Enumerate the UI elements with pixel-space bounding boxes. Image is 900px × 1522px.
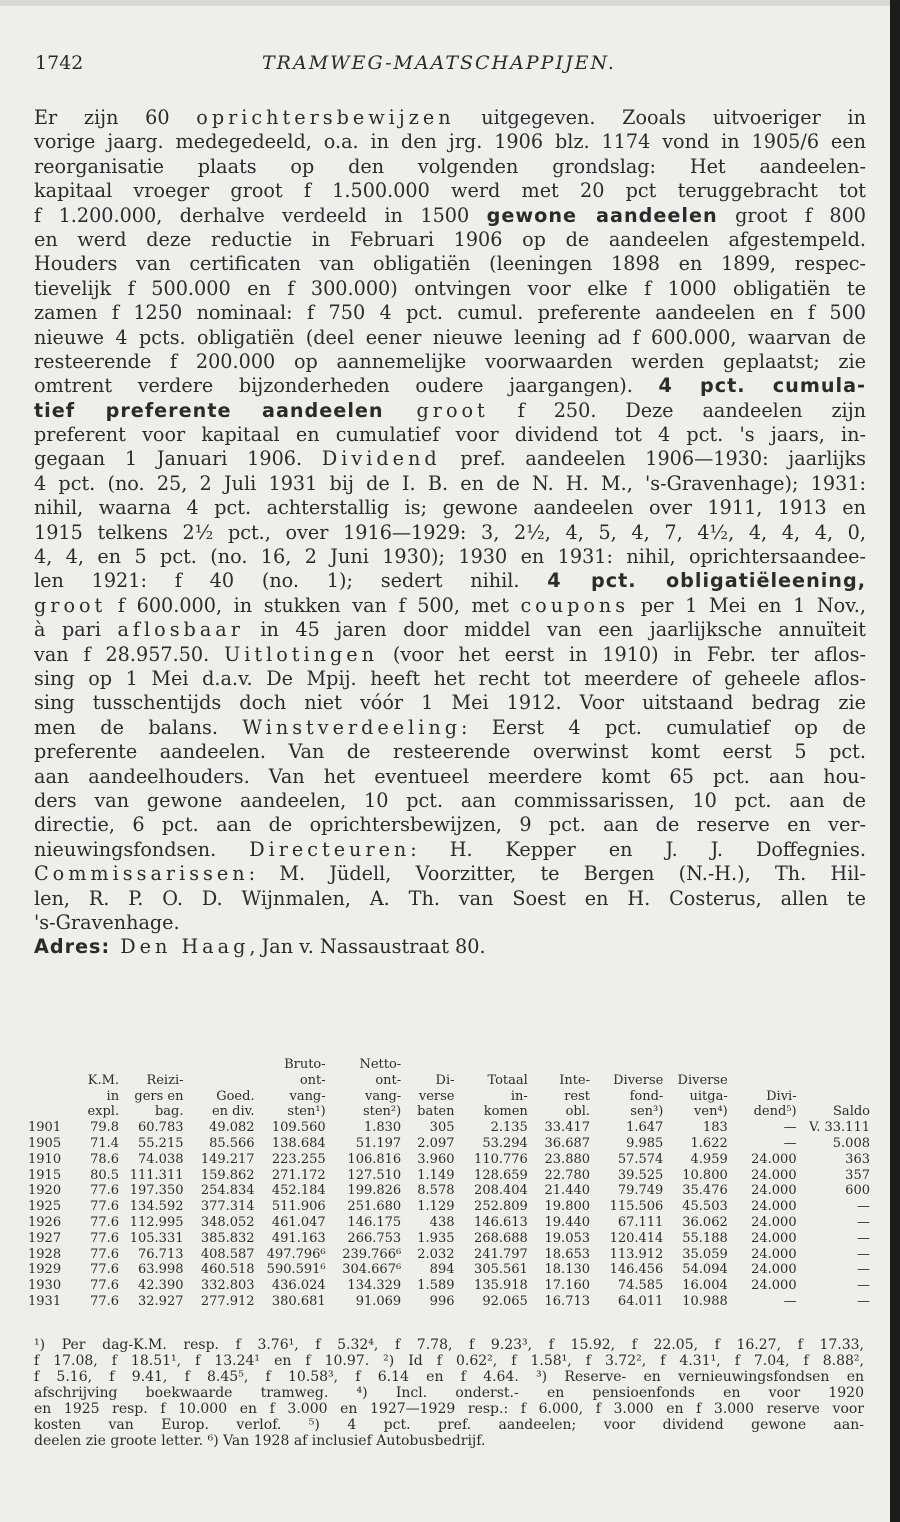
- table-cell: 106.816: [347, 1151, 402, 1167]
- table-cell: 357: [845, 1167, 870, 1183]
- text-line: [34, 106, 866, 130]
- text-segment: preferent voor kapitaal en cumulatief voor dividend tot 4 pct. 's jaars, in-: [34, 423, 866, 447]
- text-line: [34, 472, 866, 496]
- table-cell: 590.591⁶: [266, 1262, 326, 1278]
- text-line: [34, 252, 866, 276]
- footnote-line: deelen zie groote letter. ⁶) Van 1928 af inclusief Autobusbedrijf.: [34, 1433, 486, 1449]
- footnote-line: en 1925 resp. f 10.000 en f 3.000 en 1927—1929 resp.: f 6.000, f 3.000 en f 3.000 reserve voor: [34, 1401, 864, 1417]
- table-cell: 111.311: [129, 1167, 184, 1183]
- text-segment: 's-Gravenhage.: [34, 910, 180, 934]
- text-line: [34, 374, 866, 398]
- year-cell: 1930: [28, 1278, 62, 1294]
- table-cell: —: [857, 1246, 870, 1262]
- text-segment: , Jan v. Nassaustraat 80.: [249, 935, 486, 959]
- spaced-emphasis-text: Dividend: [321, 447, 441, 471]
- table-cell: 304.667⁶: [342, 1262, 402, 1278]
- spaced-emphasis-text: groot: [34, 593, 107, 617]
- text-segment: men de balans.: [34, 715, 243, 739]
- text-line: [34, 228, 866, 252]
- text-line: [34, 862, 866, 886]
- text-segment: preferente aandeelen. Van de resteerende overwinst komt eerst 5 pct.: [34, 740, 866, 764]
- table-cell: 24.000: [751, 1183, 797, 1199]
- table-cell: 252.809: [474, 1199, 528, 1215]
- table-cell: 77.6: [90, 1262, 120, 1278]
- text-segment: Er zijn 60: [34, 106, 197, 129]
- table-cell: 1.830: [363, 1120, 402, 1136]
- text-segment: vorige jaarg. medegedeeld, o.a. in den jrg. 1906 blz. 1174 vond in 1905/6 een: [34, 130, 866, 154]
- text-line: [34, 277, 866, 301]
- table-cell: 91.069: [355, 1293, 402, 1309]
- table-cell: 332.803: [200, 1278, 255, 1294]
- table-cell: 67.111: [617, 1214, 664, 1230]
- table-cell: 197.350: [129, 1183, 184, 1199]
- table-cell: 113.912: [609, 1246, 664, 1262]
- table-cell: 497.796⁶: [266, 1246, 326, 1262]
- text-segment: uitgegeven. Zooals uitvoeriger in: [454, 106, 866, 129]
- footnote-line: kosten van Europ. verlof. ⁵) 4 pct. pref. aandeelen; voor dividend gewone aan-: [34, 1417, 864, 1433]
- table-cell: 600: [845, 1183, 870, 1199]
- table-cell: 76.713: [138, 1246, 184, 1262]
- table-cell: 2.135: [490, 1120, 528, 1136]
- table-cell: 134.329: [347, 1278, 402, 1294]
- text-segment: per 1 Mei en 1 Nov.,: [629, 593, 866, 617]
- table-cell: 16.004: [682, 1278, 728, 1294]
- table-header-row: [28, 1057, 870, 1120]
- table-cell: 19.053: [544, 1230, 591, 1246]
- table-cell: 53.294: [482, 1135, 528, 1151]
- page-top-edge: [0, 0, 900, 6]
- text-line: [34, 301, 866, 325]
- text-segment: Houders van certificaten van obligatiën (leeningen 1898 en 1899, respec-: [34, 252, 866, 276]
- table-cell: 305.561: [474, 1262, 528, 1278]
- text-line: [34, 667, 866, 691]
- table-cell: 18.130: [544, 1262, 591, 1278]
- table-cell: 134.592: [129, 1199, 184, 1215]
- table-cell: 105.331: [129, 1230, 184, 1246]
- table-cell: 2.097: [417, 1135, 455, 1151]
- table-cell: 1.589: [417, 1278, 455, 1294]
- table-cell: 4.959: [690, 1151, 728, 1167]
- table-cell: 35.476: [682, 1183, 728, 1199]
- table-cell: 208.404: [474, 1183, 528, 1199]
- table-cell: 149.217: [200, 1151, 255, 1167]
- footnote-line: afschrijving boekwaarde tramweg. ⁴) Incl. onderst.- en pensioenfonds en voor 1920: [34, 1385, 864, 1401]
- year-cell: 1910: [28, 1151, 62, 1167]
- column-header: Reizi- gers en bag.: [134, 1072, 184, 1120]
- spaced-emphasis-text: Commissarissen: [34, 862, 249, 886]
- text-segment: reorganisatie plaats op den volgenden grondslag: Het aandeelen-: [34, 154, 866, 178]
- table-cell: 159.862: [200, 1167, 255, 1183]
- year-cell: 1901: [28, 1120, 62, 1136]
- table-cell: 138.684: [271, 1135, 326, 1151]
- table-cell: 64.011: [617, 1293, 664, 1309]
- table-cell: 348.052: [200, 1214, 255, 1230]
- spaced-emphasis-text: Winstverdeeling: [242, 715, 462, 739]
- table-cell: 268.688: [474, 1230, 528, 1246]
- table-cell: 120.414: [609, 1230, 664, 1246]
- year-cell: 1926: [28, 1214, 62, 1230]
- column-header: Inte- rest obl.: [559, 1072, 591, 1120]
- table-cell: 436.024: [271, 1278, 326, 1294]
- table-cell: 18.653: [544, 1246, 591, 1262]
- text-segment: ders van gewone aandeelen, 10 pct. aan commissarissen, 10 pct. aan de: [34, 788, 866, 812]
- table-cell: 24.000: [751, 1278, 797, 1294]
- table-cell: 491.163: [271, 1230, 326, 1246]
- text-segment: sing tusschentijds doch niet vóór 1 Mei 1912. Voor uitstaand bedrag zie: [34, 691, 866, 715]
- table-cell: 1.149: [417, 1167, 455, 1183]
- text-segment: f 600.000, in stukken van f 500, met: [106, 593, 521, 617]
- table-cell: 54.094: [682, 1262, 728, 1278]
- table-cell: 3.960: [417, 1151, 455, 1167]
- year-cell: 1927: [28, 1230, 62, 1246]
- table-cell: 42.390: [138, 1278, 184, 1294]
- table-cell: 146.613: [474, 1214, 528, 1230]
- table-cell: 77.6: [90, 1214, 120, 1230]
- table-cell: 45.503: [682, 1199, 728, 1215]
- bold-heading-text: tief preferente aandeelen: [34, 398, 384, 422]
- table-cell: 146.456: [609, 1262, 664, 1278]
- table-cell: 85.566: [209, 1135, 255, 1151]
- year-cell: 1905: [28, 1135, 62, 1151]
- footnotes: [34, 1337, 864, 1449]
- table-cell: 251.680: [347, 1199, 402, 1215]
- text-segment: (voor het eerst in 1910) in Febr. ter aflos-: [378, 642, 866, 666]
- table-cell: 10.988: [682, 1293, 728, 1309]
- table-cell: 80.5: [90, 1167, 120, 1183]
- table-cell: 23.880: [544, 1151, 591, 1167]
- text-line: [34, 716, 866, 740]
- text-segment: en werd deze reductie in Februari 1906 op de aandeelen afgestempeld.: [34, 227, 866, 251]
- table-cell: —: [857, 1230, 870, 1246]
- text-line: [34, 521, 866, 545]
- column-header: Totaal in- komen: [483, 1072, 528, 1120]
- table-row: [28, 1120, 870, 1136]
- text-line: [34, 350, 866, 374]
- text-segment: : Eerst 4 pct. cumulatief op de: [461, 715, 866, 739]
- table-cell: 110.776: [474, 1151, 528, 1167]
- table-cell: 32.927: [138, 1293, 184, 1309]
- table-cell: 1.622: [690, 1135, 728, 1151]
- column-header: Diverse fond- sen³): [613, 1072, 664, 1120]
- table-cell: V. 33.111: [809, 1120, 870, 1136]
- table-row: [28, 1278, 870, 1294]
- table-cell: 77.6: [90, 1199, 120, 1215]
- table-cell: 24.000: [751, 1167, 797, 1183]
- text-line: [34, 447, 866, 471]
- year-cell: 1920: [28, 1183, 62, 1199]
- table-cell: 77.6: [90, 1246, 120, 1262]
- book-spine-edge: [890, 0, 900, 1522]
- text-segment: len, R. P. O. D. Wijnmalen, A. Th. van Soest en H. Costerus, allen te: [34, 886, 866, 910]
- column-header: K.M. in expl.: [87, 1072, 120, 1120]
- year-cell: 1925: [28, 1199, 62, 1215]
- text-segment: nieuwe 4 pcts. obligatiën (deel eener nieuwe leening ad f 600.000, waarvan de: [34, 325, 866, 349]
- text-line: [34, 130, 866, 154]
- table-cell: 241.797: [474, 1246, 528, 1262]
- text-line: [34, 765, 866, 789]
- table-cell: 60.783: [138, 1120, 184, 1136]
- column-header: Diverse uitga- ven⁴): [677, 1072, 728, 1120]
- table-cell: —: [783, 1293, 797, 1309]
- year-cell: 1928: [28, 1246, 62, 1262]
- text-line: [34, 643, 866, 667]
- table-cell: 21.440: [544, 1183, 591, 1199]
- text-segment: 4, 4, en 5 pct. (no. 16, 2 Juni 1930); 1930 en 1931: nihil, oprichtersaandee-: [34, 545, 866, 569]
- table-cell: 10.800: [682, 1167, 728, 1183]
- spaced-emphasis-text: Directeuren: [249, 837, 411, 861]
- text-segment: van f 28.957.50.: [34, 642, 225, 666]
- table-cell: 461.047: [271, 1214, 326, 1230]
- text-segment: groot f 800: [717, 203, 866, 227]
- text-segment: nihil, waarna 4 pct. achterstallig is; gewone aandeelen over 1911, 1913 en: [34, 496, 866, 520]
- text-segment: aan aandeelhouders. Van het eventueel meerdere komt 65 pct. aan hou-: [34, 764, 866, 788]
- text-segment: nieuwingsfondsen.: [34, 837, 250, 861]
- column-header: Bruto- ont- vang- sten¹): [284, 1057, 326, 1120]
- text-line: [34, 399, 866, 423]
- footnote-line: f 17.08, f 18.51¹, f 13.24¹ en f 10.97. ²) Id f 0.62², f 1.58¹, f 3.72², f 4.31¹, f 7.04, f 8.88²,: [34, 1353, 864, 1369]
- table-cell: 894: [429, 1262, 455, 1278]
- text-segment: f 250. Deze aandeelen zijn: [488, 398, 866, 422]
- table-cell: 55.215: [138, 1135, 184, 1151]
- table-cell: 277.912: [200, 1293, 255, 1309]
- text-segment: 4 pct. (no. 25, 2 Juli 1931 bij de I. B. en de N. H. M., 's-Gravenhage); 1931:: [34, 471, 866, 495]
- table-cell: 127.510: [347, 1167, 402, 1183]
- table-cell: 36.062: [682, 1214, 728, 1230]
- table-row: [28, 1199, 870, 1215]
- table-cell: 24.000: [751, 1230, 797, 1246]
- table-cell: 239.766⁶: [342, 1246, 402, 1262]
- table-cell: 63.998: [138, 1262, 184, 1278]
- table-row: [28, 1294, 870, 1310]
- table-row: [28, 1247, 870, 1263]
- table-cell: 996: [429, 1293, 455, 1309]
- table-cell: —: [857, 1199, 870, 1215]
- table-cell: 78.6: [90, 1151, 120, 1167]
- text-segment: zamen f 1250 nominaal: f 750 4 pct. cumul. preferente aandeelen en f 500: [34, 301, 866, 325]
- text-segment: len 1921: f 40 (no. 1); sedert nihil.: [34, 569, 548, 593]
- text-line: [34, 545, 866, 569]
- text-line: [34, 691, 866, 715]
- table-cell: 77.6: [90, 1278, 120, 1294]
- text-segment: directie, 6 pct. aan de oprichtersbewijzen, 9 pct. aan de reserve en ver-: [34, 813, 866, 837]
- bold-heading-text: gewone aandeelen: [486, 203, 718, 227]
- table-cell: —: [857, 1214, 870, 1230]
- table-cell: 460.518: [200, 1262, 255, 1278]
- table-cell: 55.188: [682, 1230, 728, 1246]
- table-cell: 49.082: [209, 1120, 255, 1136]
- table-cell: 24.000: [751, 1246, 797, 1262]
- text-line: [34, 423, 866, 447]
- table-cell: 363: [845, 1151, 870, 1167]
- text-segment: : H. Kepper en J. J. Doffegnies.: [410, 837, 866, 861]
- table-cell: 1.935: [417, 1230, 455, 1246]
- table-cell: 115.506: [609, 1199, 664, 1215]
- text-line: [34, 569, 866, 593]
- table-cell: 5.008: [832, 1135, 870, 1151]
- table-cell: 77.6: [90, 1230, 120, 1246]
- table-row: [28, 1262, 870, 1278]
- table-cell: 57.574: [617, 1151, 664, 1167]
- table-cell: —: [857, 1262, 870, 1278]
- table-cell: 380.681: [271, 1293, 326, 1309]
- text-segment: pref. aandeelen 1906—1930: jaarlijks: [440, 447, 866, 471]
- footnote-line: f 5.16, f 9.41, f 8.45⁵, f 10.58³, f 6.14 en f 4.64. ³) Reserve- en vernieuwingsfondsen en: [34, 1369, 864, 1385]
- spaced-emphasis-text: aflosbaar: [117, 618, 244, 642]
- table-cell: 16.713: [544, 1293, 591, 1309]
- table-cell: 128.659: [474, 1167, 528, 1183]
- text-segment: sing op 1 Mei d.a.v. De Mpij. heeft het recht tot meerdere of geheele aflos-: [34, 666, 866, 690]
- table-cell: 8.578: [417, 1183, 455, 1199]
- table-cell: 266.753: [347, 1230, 402, 1246]
- table-cell: 9.985: [626, 1135, 664, 1151]
- text-segment: à pari: [34, 618, 118, 642]
- table-cell: 438: [429, 1214, 455, 1230]
- table-cell: 71.4: [90, 1135, 120, 1151]
- table-cell: 305: [429, 1120, 455, 1136]
- column-header: Divi- dend⁵): [753, 1088, 797, 1120]
- table-row: [28, 1231, 870, 1247]
- table-cell: 183: [702, 1120, 728, 1136]
- footnote-line: ¹) Per dag-K.M. resp. f 3.76¹, f 5.32⁴, f 7.78, f 9.23³, f 15.92, f 22.05, f 16.27, f 17.33,: [34, 1337, 864, 1353]
- table-cell: 33.417: [544, 1120, 591, 1136]
- spaced-emphasis-text: groot: [383, 398, 489, 422]
- text-segment: tievelijk f 500.000 en f 300.000) ontvingen voor elke f 1000 obligatiën te: [34, 276, 866, 300]
- table-cell: 22.780: [544, 1167, 591, 1183]
- year-cell: 1915: [28, 1167, 62, 1183]
- text-line: [34, 594, 866, 618]
- table-cell: 1.129: [417, 1199, 455, 1215]
- table-cell: 2.032: [417, 1246, 455, 1262]
- table-cell: 24.000: [751, 1214, 797, 1230]
- text-segment: : M. Jüdell, Voorzitter, te Bergen (N.-H.), Th. Hil-: [248, 862, 866, 886]
- table-body: [28, 1120, 870, 1310]
- text-segment: omtrent verdere bijzonderheden oudere jaargangen).: [34, 374, 659, 398]
- table-cell: 39.525: [617, 1167, 664, 1183]
- text-line: [34, 326, 866, 350]
- text-line: [34, 911, 866, 935]
- text-segment: resteerende f 200.000 op aannemelijke voorwaarden werden geplaatst; zie: [34, 349, 866, 373]
- body-text: [34, 106, 866, 960]
- running-head: TRAMWEG-MAATSCHAPPIJEN.: [262, 52, 616, 74]
- table-cell: 408.587: [200, 1246, 255, 1262]
- table-cell: 254.834: [200, 1183, 255, 1199]
- table-cell: 51.197: [355, 1135, 402, 1151]
- table-row: [28, 1183, 870, 1199]
- table-cell: —: [857, 1278, 870, 1294]
- page-number: 1742: [35, 52, 84, 74]
- table-cell: 36.687: [544, 1135, 591, 1151]
- spaced-emphasis-text: coupons: [520, 593, 630, 617]
- year-cell: 1931: [28, 1293, 62, 1309]
- table-cell: —: [783, 1120, 797, 1136]
- table-cell: 79.8: [90, 1120, 120, 1136]
- text-segment: kapitaal vroeger groot f 1.500.000 werd met 20 pct teruggebracht tot: [34, 179, 866, 203]
- table-cell: 35.059: [682, 1246, 728, 1262]
- text-line: [34, 740, 866, 764]
- table-cell: —: [783, 1135, 797, 1151]
- column-header: Saldo: [833, 1104, 870, 1120]
- table-row: [28, 1136, 870, 1152]
- table-cell: 19.440: [544, 1214, 591, 1230]
- table-cell: 17.160: [544, 1278, 591, 1294]
- column-header: [28, 1057, 81, 1120]
- text-line: [34, 935, 866, 959]
- table-cell: 1.647: [626, 1120, 664, 1136]
- column-header: Goed. en div.: [211, 1088, 255, 1120]
- text-line: [34, 155, 866, 179]
- year-cell: 1929: [28, 1262, 62, 1278]
- table-cell: 385.832: [200, 1230, 255, 1246]
- text-segment: gegaan 1 Januari 1906.: [34, 447, 322, 471]
- bold-heading-text: 4 pct. cumula-: [658, 374, 866, 398]
- text-line: [34, 496, 866, 520]
- text-line: [34, 813, 866, 837]
- table-cell: 24.000: [751, 1151, 797, 1167]
- table-row: [28, 1168, 870, 1184]
- financial-table: [28, 1057, 870, 1310]
- table-cell: 77.6: [90, 1183, 120, 1199]
- bold-heading-text: Adres:: [34, 935, 111, 959]
- table-row: [28, 1215, 870, 1231]
- text-segment: in 45 jaren door middel van een jaarlijksche annuïteit: [243, 618, 866, 642]
- table-cell: 24.000: [751, 1262, 797, 1278]
- table-cell: 223.255: [271, 1151, 326, 1167]
- bold-heading-text: 4 pct. obligatiëleening,: [547, 569, 866, 593]
- table-cell: 199.826: [347, 1183, 402, 1199]
- table-cell: 77.6: [90, 1293, 120, 1309]
- table-cell: 24.000: [751, 1199, 797, 1215]
- table-row: [28, 1152, 870, 1168]
- text-line: [34, 618, 866, 642]
- text-segment: 1915 telkens 2½ pct., over 1916—1929: 3, 2½, 4, 5, 4, 7, 4½, 4, 4, 4, 0,: [34, 520, 866, 544]
- table-cell: 112.995: [129, 1214, 184, 1230]
- text-segment: f 1.200.000, derhalve verdeeld in 1500: [34, 203, 487, 227]
- text-line: [34, 789, 866, 813]
- text-line: [34, 887, 866, 911]
- table-cell: 79.749: [617, 1183, 664, 1199]
- table-cell: 146.175: [347, 1214, 402, 1230]
- table-cell: 452.184: [271, 1183, 326, 1199]
- table-cell: 109.560: [271, 1120, 326, 1136]
- spaced-emphasis-text: oprichtersbewijzen: [196, 106, 455, 129]
- column-header: Netto- ont- vang- sten²): [359, 1057, 402, 1120]
- table-cell: —: [857, 1293, 870, 1309]
- table-cell: 92.065: [482, 1293, 528, 1309]
- text-line: [34, 179, 866, 203]
- column-header: Di- verse baten: [417, 1072, 455, 1120]
- table-cell: 19.800: [544, 1199, 591, 1215]
- spaced-emphasis-text: Uitlotingen: [224, 642, 379, 666]
- table-cell: 135.918: [474, 1278, 528, 1294]
- table-cell: 74.038: [138, 1151, 184, 1167]
- table-cell: 74.585: [617, 1278, 664, 1294]
- table-cell: 377.314: [200, 1199, 255, 1215]
- text-line: [34, 204, 866, 228]
- text-line: [34, 838, 866, 862]
- table-cell: 271.172: [271, 1167, 326, 1183]
- table-cell: 511.906: [271, 1199, 326, 1215]
- spaced-emphasis-text: Den Haag: [110, 935, 250, 959]
